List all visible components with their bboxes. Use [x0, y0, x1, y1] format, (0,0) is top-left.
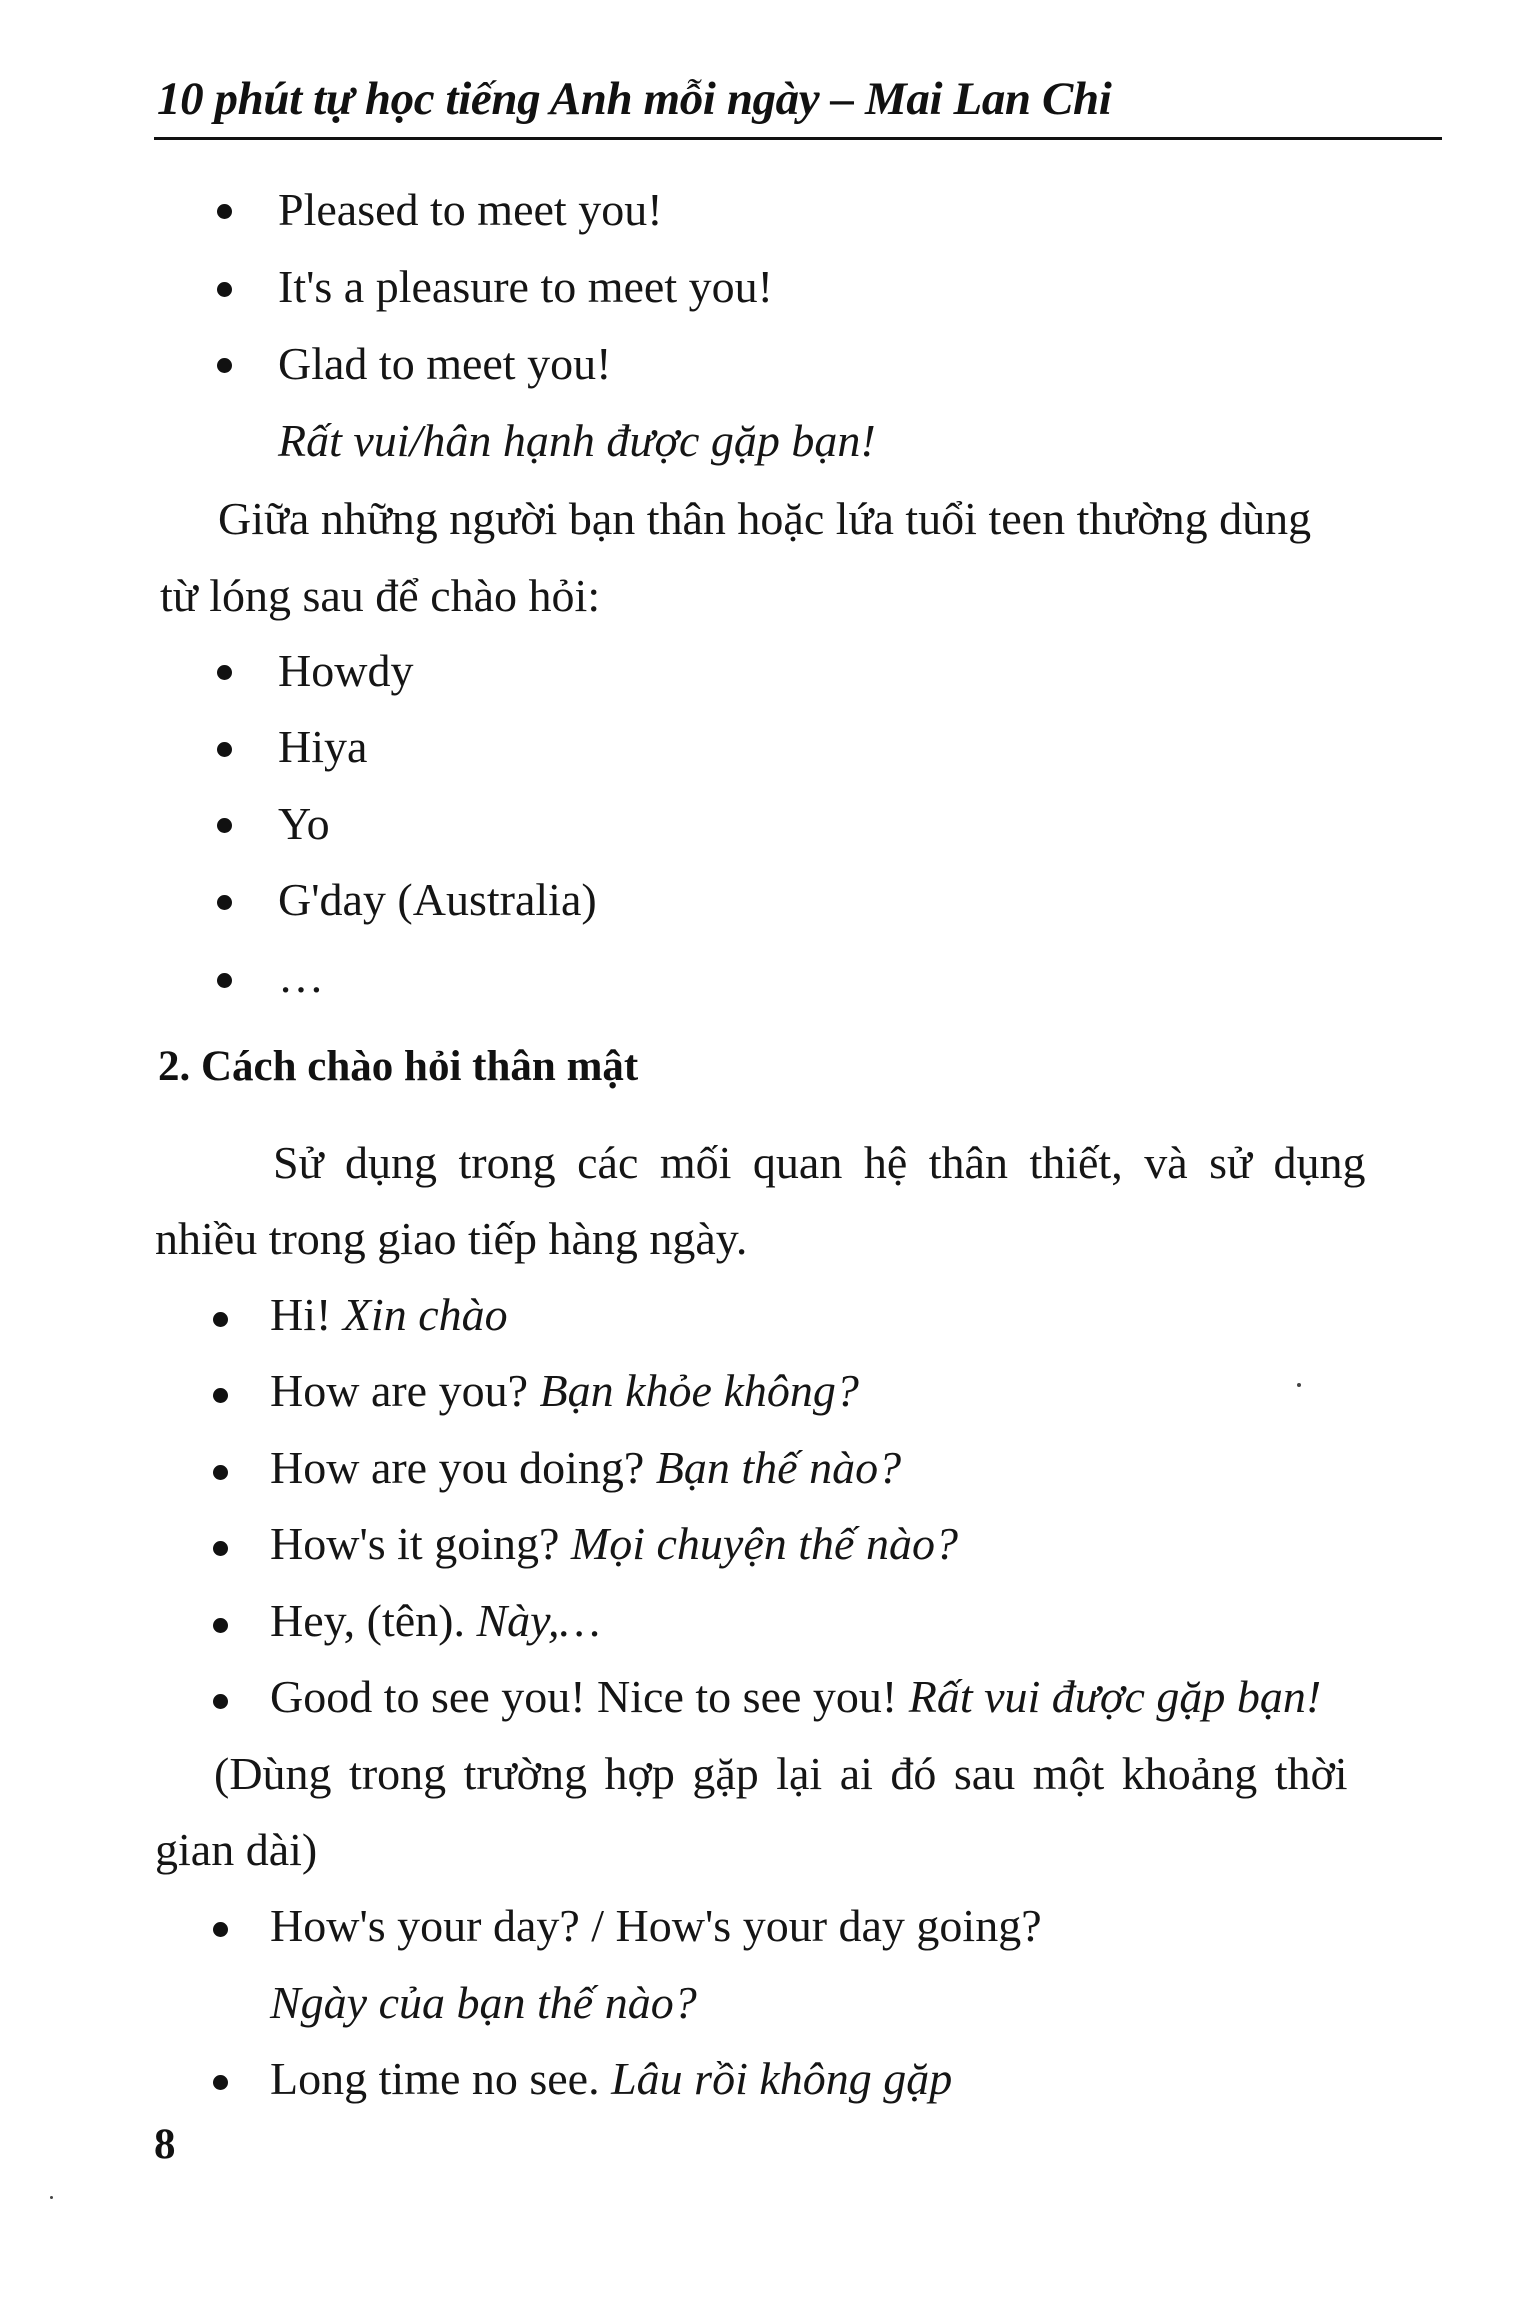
- bullet-icon: [213, 1922, 228, 1937]
- list-item: Howdy: [278, 645, 414, 696]
- bullet-icon: [213, 1541, 228, 1556]
- list-item: G'day (Australia): [278, 874, 597, 925]
- vietnamese-translation: Lâu rồi không gặp: [611, 2053, 953, 2104]
- vietnamese-translation: Mọi chuyện thế nào?: [570, 1518, 958, 1569]
- paragraph-line: Sử dụng trong các mối quan hệ thân thiết, và sử dụng: [273, 1137, 1366, 1188]
- list-item: [270, 2053, 953, 2104]
- scan-speck: [1297, 1383, 1301, 1387]
- list-item: Pleased to meet you!: [278, 184, 663, 235]
- paragraph-line: Giữa những người bạn thân hoặc lứa tuổi teen thường dùng: [218, 493, 1312, 544]
- header-rule: [154, 137, 1442, 140]
- bullet-icon: [213, 1465, 228, 1480]
- bullet-icon: [213, 1388, 228, 1403]
- running-header: 10 phút tự học tiếng Anh mỗi ngày – Mai Lan Chi: [157, 73, 1112, 125]
- bullet-icon: [213, 1312, 228, 1327]
- list-item: [270, 1442, 902, 1493]
- bullet-icon: [217, 973, 232, 988]
- bullet-icon: [217, 895, 232, 910]
- vietnamese-translation: Bạn khỏe không?: [539, 1365, 859, 1416]
- translation-text: Rất vui/hân hạnh được gặp bạn!: [278, 415, 876, 466]
- bullet-icon: [217, 204, 232, 219]
- vietnamese-translation: Bạn thế nào?: [655, 1442, 902, 1493]
- vietnamese-translation: Rất vui được gặp bạn!: [908, 1671, 1322, 1722]
- page-number: 8: [154, 2121, 176, 2168]
- list-item: [270, 1289, 508, 1340]
- english-phrase: Long time no see.: [270, 2053, 600, 2104]
- list-item: [270, 1595, 601, 1646]
- vietnamese-translation: Xin chào: [342, 1289, 508, 1340]
- english-phrase: Hey, (tên).: [270, 1595, 465, 1646]
- list-item: Yo: [278, 798, 330, 849]
- scan-speck: [50, 2196, 53, 2199]
- list-item: [270, 1518, 958, 1569]
- vietnamese-translation: Này,…: [476, 1595, 601, 1646]
- paragraph-line: từ lóng sau để chào hỏi:: [160, 570, 601, 621]
- bullet-icon: [213, 1694, 228, 1709]
- bullet-icon: [217, 742, 232, 757]
- list-item: It's a pleasure to meet you!: [278, 261, 773, 312]
- bullet-icon: [213, 1618, 228, 1633]
- bullet-icon: [217, 358, 232, 373]
- bullet-icon: [213, 2075, 228, 2090]
- translation-text: Ngày của bạn thế nào?: [270, 1977, 697, 2028]
- list-item: How's your day? / How's your day going?: [270, 1900, 1042, 1951]
- english-phrase: Hi!: [270, 1289, 332, 1340]
- bullet-icon: [217, 665, 232, 680]
- paragraph-line: (Dùng trong trường hợp gặp lại ai đó sau một khoảng thời: [214, 1748, 1348, 1799]
- english-phrase: Good to see you! Nice to see you!: [270, 1671, 898, 1722]
- english-phrase: How are you doing?: [270, 1442, 645, 1493]
- english-phrase: How are you?: [270, 1365, 529, 1416]
- list-item: Glad to meet you!: [278, 338, 612, 389]
- bullet-icon: [217, 818, 232, 833]
- paragraph-line: nhiều trong giao tiếp hàng ngày.: [155, 1213, 748, 1264]
- list-item: [270, 1365, 859, 1416]
- paragraph-line: gian dài): [155, 1824, 318, 1875]
- list-item: …: [278, 951, 324, 1002]
- list-item: Hiya: [278, 721, 368, 772]
- list-item: [270, 1671, 1322, 1722]
- section-heading: 2. Cách chào hỏi thân mật: [158, 1043, 639, 1090]
- english-phrase: How's it going?: [270, 1518, 560, 1569]
- bullet-icon: [217, 282, 232, 297]
